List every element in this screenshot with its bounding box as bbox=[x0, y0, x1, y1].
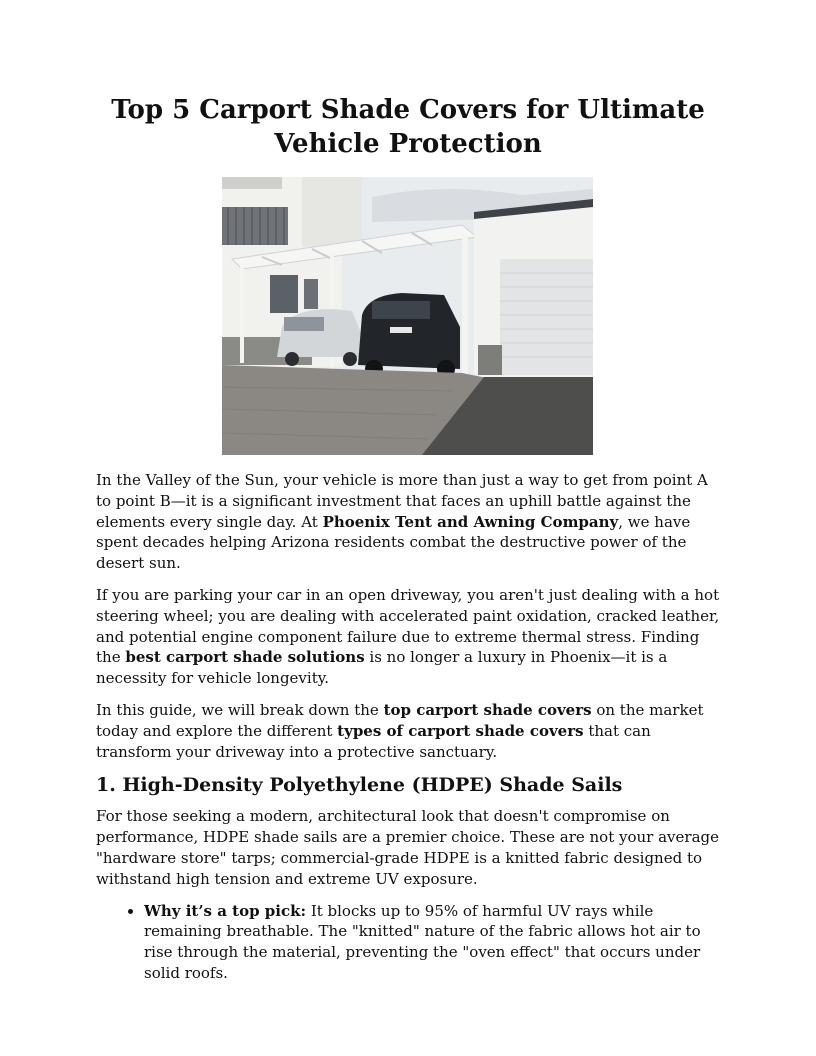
bullet-label: Why it’s a top pick: bbox=[144, 901, 307, 920]
text-run: In this guide, we will break down the bbox=[96, 700, 384, 719]
page-title: Top 5 Carport Shade Covers for Ultimate Vehicle Protection bbox=[111, 95, 705, 159]
carport-photo bbox=[222, 177, 593, 455]
text-run: on the market today and explore the different bbox=[96, 700, 704, 740]
bullet-text: It blocks up to 95% of harmful UV rays while remaining breathable. The "knitted" nature of the fabric allows hot air to rise through the material, preventing the "oven effect" that occurs under solid roofs. bbox=[144, 901, 701, 982]
guide-paragraph bbox=[96, 700, 722, 762]
section-heading-hdpe: 1. High-Density Polyethylene (HDPE) Shade Sails bbox=[96, 774, 623, 797]
hdpe-bullet-list bbox=[96, 901, 722, 984]
intro-paragraph bbox=[96, 470, 722, 574]
bold-phrase: types of carport shade covers bbox=[337, 721, 584, 740]
company-name: Phoenix Tent and Awning Company bbox=[322, 512, 619, 531]
text-run: , we have spent decades helping Arizona residents combat the destructive power of the desert sun. bbox=[96, 512, 691, 573]
text-run: If you are parking your car in an open driveway, you aren't just dealing with a hot steering wheel; you are dealing with accelerated paint oxidation, cracked leather, and potential engine component failure due to extreme thermal stress. Finding the bbox=[96, 585, 720, 667]
text-run: that can transform your driveway into a protective sanctuary. bbox=[96, 721, 651, 761]
hdpe-paragraph: For those seeking a modern, architectural look that doesn't compromise on performance, HDPE shade sails are a premier choice. These are not your average "hardware store" tarps; commercial-grade HDPE is a knitted fabric designed to withstand high tension and extreme UV exposure. bbox=[96, 807, 719, 888]
bold-phrase: best carport shade solutions bbox=[125, 648, 365, 667]
bold-phrase: top carport shade covers bbox=[383, 700, 592, 719]
article-body bbox=[96, 470, 722, 984]
text-run: In the Valley of the Sun, your vehicle is more than just a way to get from point A to point B—it is a significant investment that faces an uphill battle against the elements every single day. At bbox=[96, 471, 708, 531]
text-run: is no longer a luxury in Phoenix—it is a necessity for vehicle longevity. bbox=[96, 648, 668, 688]
list-item bbox=[144, 901, 722, 984]
problem-paragraph bbox=[96, 585, 722, 689]
